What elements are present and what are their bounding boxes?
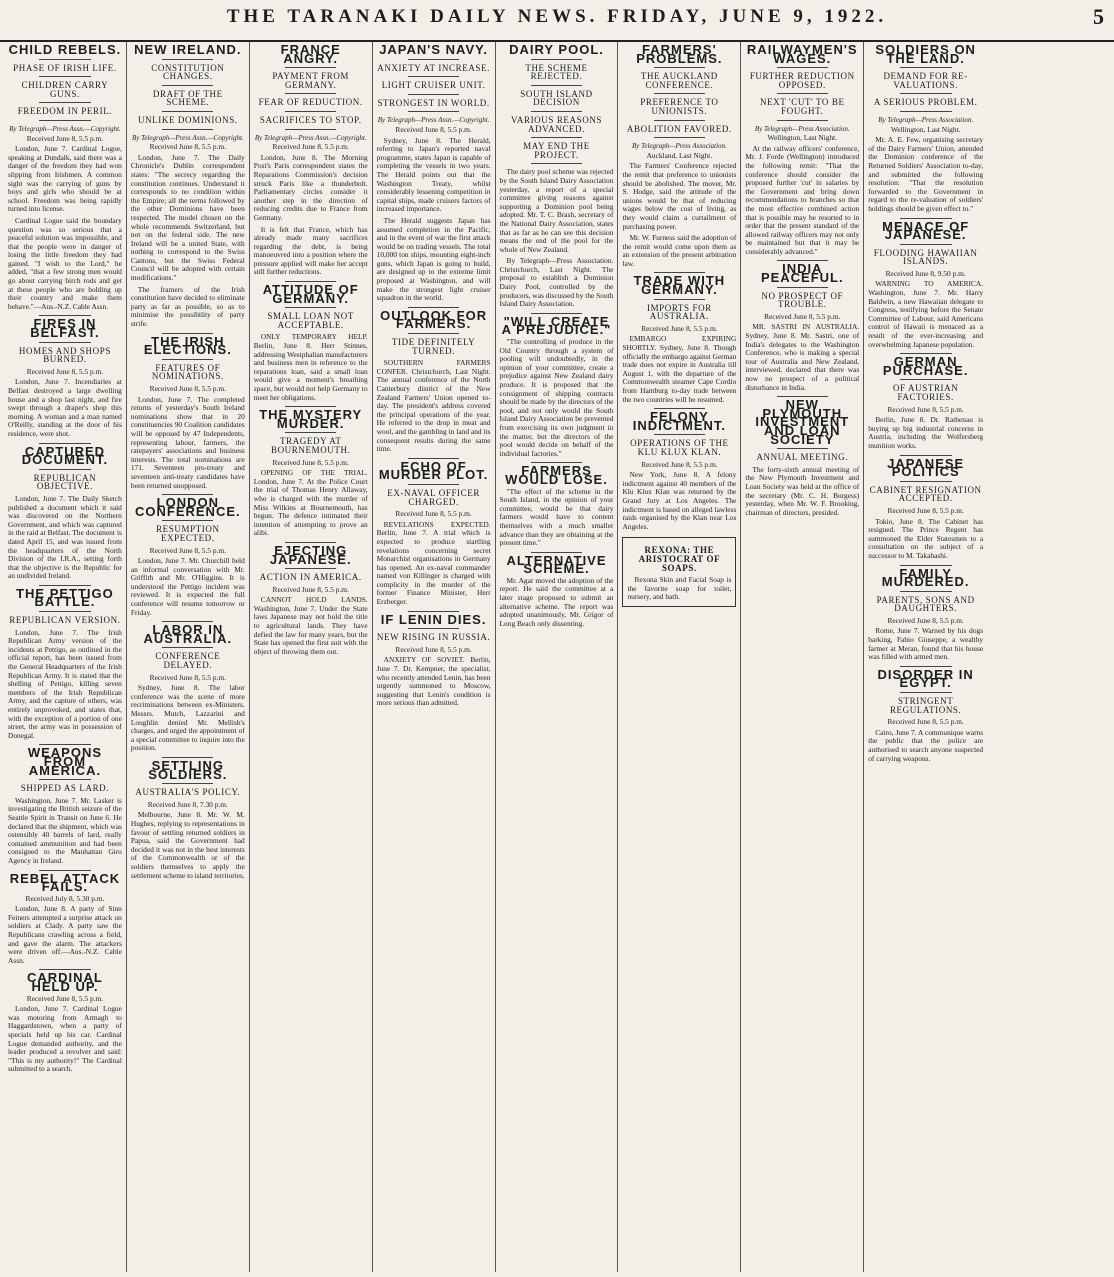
divider-rule — [285, 67, 336, 68]
dateline: Received June 8, 5.5 p.m. — [272, 584, 349, 594]
subheading: SOUTH ISLAND DECISION — [520, 88, 593, 108]
divider-rule — [900, 692, 952, 693]
section-heading: NEW PLYMOUTH INVESTMENT AND LOAN SOCIETY — [755, 397, 850, 447]
article-paragraph: CANNOT HOLD LANDS. Washington, June 7. Under the State laws Japanese may not hold the title to agricultural lands. They have defied the law for many years, but the State has opened the first suit with the object of throwing them out. — [253, 595, 368, 656]
dateline: Received June 8, 5.5 p.m. — [641, 323, 718, 333]
dateline: Received June 8, 5.5 p.m. — [272, 142, 349, 152]
column-5 — [496, 42, 619, 1272]
divider-rule — [162, 111, 213, 112]
article-paragraph: Cardinal Logue said the boundary question was so serious that a peaceful solution was impossible, and that the people were in danger of losing the little freedom they had gained. "I wish to the Lord," he added, "that a few strong men would go about carrying birch rods and get at these people who are holding up their country and make them behave."—Aus.-N.Z. Cable Assn. — [8, 215, 122, 311]
divider-rule — [654, 434, 705, 435]
dateline: Received June 8, 5.5 p.m. — [395, 509, 472, 519]
divider-rule — [654, 120, 705, 121]
section-heading: FELONY INDICTMENT. — [632, 409, 727, 433]
divider-rule — [777, 448, 828, 449]
section-heading: ATTITUDE OF GERMANY. — [262, 282, 359, 306]
article-paragraph: London, June 7. The completed returns of yesterday's South Ireland nominations show that in 20 constituencies 90 Coalition candidates will be opposed by 47 Independents, representing labour, farmers, the ratepayers' associations and business interests. The total nominations are 171. Seventeen pro-treaty and seventeen anti-treaty candidates have been returned unopposed. — [130, 394, 245, 490]
divider-rule — [39, 102, 90, 103]
advertisement-text: Rexona Skin and Facial Soap is the favorite soap for toilet, nursery, and bath. — [627, 575, 732, 602]
article-paragraph: REVELATIONS EXPECTED. Berlin, June 7. A trial which is expected to produce startling revelations concerning secret Monarchist organisations in Germany has opened. An ex-naval commander named von Killinger is charged with complicity in the murder of the former Finance Minister, Herr Erzberger. — [376, 519, 491, 607]
masthead — [0, 0, 1114, 42]
headline: FRANCE ANGRY. — [280, 42, 341, 66]
subheading: UNLIKE DOMINIONS. — [137, 114, 238, 125]
section-heading: JAPANESE POLITICS — [887, 455, 965, 480]
divider-rule — [531, 137, 582, 138]
divider-rule — [408, 628, 459, 629]
article-paragraph: London, June 8. A party of Sinn Feiners attempted a surprise attack on soldiers at Clady. A party saw the Republicans crawling across a field, and gave the alarm. The attackers were driven off.—Aus.-N.Z. Cable Assn. — [8, 904, 122, 965]
dateline: Received June 8, 7.30 p.m. — [147, 799, 228, 809]
subheading: NEXT 'CUT' TO BE FOUGHT. — [759, 97, 845, 116]
section-heading: ALTERNATIVE SCHEME. — [506, 552, 607, 577]
divider-rule — [285, 432, 336, 433]
divider-rule — [777, 93, 828, 94]
divider-rule — [39, 76, 90, 77]
section-heading: EJECTING JAPANESE. — [269, 542, 352, 567]
dateline: Received June 8, 5.5 p.m. — [887, 615, 964, 625]
divider-rule — [900, 67, 952, 68]
article-paragraph: London, June 7. The Daily Chronicle's Dublin correspondent states: "The secrecy regarding the constitution continues. Understand it corresponds to no condition within the Empire; all the terms followed by the other Dominions have been respected. The model chosen on the whole recommends Switzerland, but not on the federal side. The new Ireland will be a united State, with nothing to correspond to the Swiss Cantons, but the Swiss Federal Council will be adopted with certain modifications." — [130, 152, 245, 283]
dateline: Received June 8, 5.5 p.m. — [26, 993, 104, 1003]
byline: By Telegraph—Press Assn.—Copyright. — [254, 133, 367, 142]
dateline: Received June 8, 5.5 p.m. — [149, 142, 226, 152]
divider-rule — [900, 93, 952, 94]
byline: By Telegraph—Press Assn.—Copyright. — [377, 116, 490, 125]
article-paragraph: SOUTHERN FARMERS CONFER. Christchurch, Last Night. The annual conference of the North Canterbury district of the New Zealand Farmers' Union opened to-day. The president's address covered the principal operations of the year. He referred to the drop in meat and wool, and the gambling in land and its consequent results during the same time. — [376, 358, 491, 454]
article-paragraph: London, June 7. Cardinal Logue, speaking at Dundalk, said there was a danger of the freedom they had won slipping from Irishmen. A common sight was the carrying of guns by boys and girls who should be at school. Freedom was being rapidly turned into license. — [8, 144, 122, 214]
dateline: Wellington, Last Night. — [767, 133, 838, 143]
divider-rule — [531, 111, 582, 112]
section-subheading: HOMES AND SHOPS BURNED. — [18, 345, 111, 365]
divider-rule — [408, 76, 459, 77]
divider-rule — [408, 94, 459, 95]
section-heading: LONDON CONFERENCE. — [135, 495, 241, 519]
byline: By Telegraph—Press Association. — [878, 115, 974, 124]
article-paragraph: Washington, June 7. Mr. Lasker is investigating the British seizure of the Seattle Spirit in Transit on June 6. He declared that the shipment, which was ostensibly 40 barrels of lard, really contained ammunition and had been consigned to the Manhattan Giro Agency in Ireland. — [8, 795, 122, 865]
article-paragraph: Cairo, June 7. A communique warns the public that the police are authorised to search anyone suspected of carrying weapons. — [868, 727, 984, 763]
headline: NEW IRELAND. — [134, 42, 242, 57]
divider-rule — [408, 484, 459, 485]
article-paragraph: The dairy pool scheme was rejected by the South Island Dairy Association yesterday, a report of a special committee giving reasons against supporting a Dominion pool being adopted. Mr. T. C. Brash, secretary of the National Dairy Association, states that as far as he can see this decision means the end of the pool for the whole of New Zealand. — [499, 167, 614, 254]
section-subheading: NO PROSPECT OF TROUBLE. — [761, 290, 844, 310]
subheading: FEAR OF REDUCTION. — [258, 97, 363, 108]
section-heading: FIRES IN BELFAST. — [30, 316, 100, 341]
subheading: FREEDOM IN PERIL. — [17, 106, 113, 117]
dateline: Received June 8, 5.5 p.m. — [149, 545, 226, 555]
article-paragraph: Berlin, June 8. Dr. Rathenau is buying up big industrial concerns in Austria, including the Wolfersberg munition works. — [868, 415, 984, 450]
divider-rule — [408, 111, 459, 112]
section-subheading: ACTION IN AMERICA. — [259, 572, 362, 583]
headline: JAPAN'S NAVY. — [379, 42, 488, 57]
article-paragraph: It is felt that France, which has already made many sacrifices regarding the debt, is being manoeuvred into a position where the pressure applied will make her accept still further reductions. — [253, 224, 368, 277]
divider-rule — [654, 137, 705, 138]
divider-rule — [777, 287, 828, 288]
divider-rule — [162, 520, 213, 521]
article-paragraph: Mr. W. Furness said the adoption of the remit would come upon them as an extension of the present arbitration law. — [622, 233, 737, 268]
divider-rule — [162, 647, 213, 648]
divider-rule — [408, 59, 459, 60]
article-paragraph: London, June 7. The Irish Republican Army version of the incidents at Pettigo, as outlined in the official report, has been issued from the General Headquarters of the Irish Republican Army. It is stated that the shelling of Pettigo, killing seven members of the Irish Republican Army, and the capture of others, was entirely unprovoked, and states that, with the exception of a portion of one street, the army was in possession of Donegal. — [8, 627, 122, 740]
divider-rule — [777, 120, 828, 121]
divider-rule — [654, 67, 705, 68]
divider-rule — [531, 163, 582, 164]
section-heading: REBEL ATTACK FAILS. — [9, 870, 121, 895]
dateline: Received June 8, 5.5 p.m. — [26, 133, 104, 143]
column-6 — [618, 42, 741, 1272]
article-paragraph: Mr. A. E. Few, organising secretary of the Dairy Farmers' Union, attended the Dominion conference of the Returned Soldiers' Association to-day, and submitted the following resolution: "That the resolution forwarded to the Government in regard to the re-valuation of soldiers' holdings should be given effect to." — [868, 135, 984, 213]
section-heading: THE PETTIGO BATTLE. — [16, 585, 114, 610]
article-paragraph: Mr. Agar moved the adoption of the report. He said the committee at a later stage proposed to submit an alternative scheme. The report was adopted unanimously, Mr. Grigor of Long Beach only dissenting. — [499, 575, 614, 628]
dateline: Received June 8, 5.5 p.m. — [395, 644, 472, 654]
section-heading: CAPTURED DOCUMENT. — [21, 443, 109, 468]
article-paragraph: By Telegraph—Press Association. Christchurch, Last Night. The proposal to establish a Dominion Dairy Pool, controlled by the producers, was discussed by the South Island Dairy Association. — [499, 256, 614, 309]
subheading: FURTHER REDUCTION OPPOSED. — [749, 71, 855, 90]
byline: By Telegraph—Press Association. — [754, 124, 850, 133]
section-subheading: IMPORTS FOR AUSTRALIA. — [646, 302, 712, 322]
divider-rule — [777, 67, 828, 68]
byline: By Telegraph—Press Assn.—Copyright. — [131, 133, 244, 142]
dateline: Received June 8, 5.5 p.m. — [641, 459, 718, 469]
advertisement-box — [622, 537, 736, 607]
divider-rule — [900, 379, 952, 380]
divider-rule — [285, 111, 336, 112]
article-paragraph: At the railway officers' conference, Mr. J. Forde (Wellington) introduced the following remit: "That the conference should consider the proposed further 'cut' in salaries by the Government and bring down recommendations to branches so that the most effective combined action that is possible may be resorted to in order that the present standard of the allowed railway officers may not only be maintained but that it may be considerably advanced." — [745, 143, 860, 256]
subheading: THE AUCKLAND CONFERENCE. — [640, 71, 718, 90]
section-subheading: ANNUAL MEETING. — [756, 452, 849, 463]
newspaper-columns — [4, 42, 1110, 1272]
dateline: Received June 8, 5.5 p.m. — [887, 505, 964, 515]
article-paragraph: "The effect of the scheme in the South Island, in the opinion of your committee, would be that dairy farmers would have to content themselves with a much smaller advance than they are obtaining at the present time." — [499, 486, 614, 548]
section-heading: THE MYSTERY MURDER. — [259, 407, 363, 431]
article-paragraph: London, June 7. The Daily Sketch published a document which it said was discovered on the Northern Government, and which was captured in the raid at Belfast. The document is dated April 15, and was issued from the headquarters of the North Division of the I.R.A., setting forth that the objective is the Republic for an undivided Ireland. — [8, 493, 122, 581]
section-heading: DISORDER IN EGYPT. — [877, 666, 974, 691]
dateline: Received June 8, 5.5 p.m. — [395, 124, 472, 134]
dateline: Received June 8, 5.5 p.m. — [887, 404, 964, 414]
headline: RAILWAYMEN'S WAGES. — [746, 42, 858, 66]
column-4 — [373, 42, 496, 1272]
column-7 — [741, 42, 864, 1272]
section-subheading: TIDE DEFINITELY TURNED. — [391, 337, 476, 356]
divider-rule — [39, 611, 90, 612]
divider-rule — [408, 333, 459, 334]
article-paragraph: London, June 7. Incendiaries at Belfast destroyed a large dwelling house and a shop last night, and fire swept through a draper's shop this morning. A woman and a man named O'Reilly, standing at the door of his residence, were shot. — [8, 377, 122, 438]
subheading: CONSTITUTION CHANGES. — [151, 62, 225, 82]
column-8 — [864, 42, 987, 1272]
subheading: SACRIFICES TO STOP. — [259, 114, 362, 125]
divider-rule — [162, 85, 213, 86]
article-paragraph: OPENING OF THE TRIAL. London, June 7. At the Police Court the trial of Thomas Henry Allaway, who is charged with the murder of Miss Wilkins at Bournemouth, has begun. The defence intimated their intention of attempting to prove an alibi. — [253, 468, 368, 538]
article-paragraph: The framers of the Irish constitution have decided to eliminate party as far as possible, so as to minimise the possibility of party strife. — [130, 284, 245, 329]
subheading: ANXIETY AT INCREASE. — [377, 62, 490, 73]
subheading: CHILDREN CARRY GUNS. — [21, 80, 109, 99]
article-paragraph: Sydney, June 8. The labor conference was the scene of more recriminations between ex-Ministers. Messrs. Mutch, Lazzarini and Loughlin denied Mr. Mellish's charges, and urged the appointment of a special committee to inquire into the position. — [130, 683, 245, 753]
subheading: A SERIOUS PROBLEM. — [873, 97, 978, 108]
headline: CHILD REBELS. — [8, 42, 122, 57]
dateline: Received June 8, 5.5 p.m. — [149, 672, 226, 682]
article-paragraph: "The controlling of produce in the Old Country through a system of pooling will undoubtedly, in the opinion of your committee, create a prejudice against New Zealand dairy produce. It is proposed that the consignment of shipping contracts should be made by the directors of the pool, and not only would the South Island Dairy Association be prevented from exercising its own judgment in the matter, but the directors of the pool would decide on behalf of the individual factories." — [499, 337, 614, 458]
article-paragraph: The Farmers' Conference rejected the remit that preference to unionists should be abolished. The mover, Mr. S. Hodge, said the attitude of the unions would be that of reducing wages below the cost of living, as they would claim a curtailment of purchasing power. — [622, 161, 737, 231]
byline: By Telegraph—Press Assn.—Copyright. — [9, 124, 121, 133]
subheading: LIGHT CRUISER UNIT. — [381, 80, 486, 91]
section-subheading: RESUMPTION EXPECTED. — [156, 524, 220, 543]
divider-rule — [39, 469, 90, 470]
divider-rule — [285, 129, 336, 130]
section-subheading: OF AUSTRIAN FACTORIES. — [892, 383, 959, 402]
divider-rule — [531, 59, 582, 60]
divider-rule — [285, 307, 336, 308]
section-heading: INDIA PEACEFUL. — [760, 261, 844, 286]
section-heading: ECHO OF MURDER PLOT. — [378, 458, 489, 483]
article-paragraph: Tokio, June 8. The Cabinet has resigned. The Prince Regent has summoned the Elder Statesmen to a consultation on the subject of a successor to M. Takahashi. — [868, 516, 984, 560]
section-subheading: OPERATIONS OF THE KLU KLUX KLAN. — [630, 438, 729, 457]
article-paragraph: ONLY TEMPORARY HELP. Berlin, June 8. Herr Stinnes, addressing Westphalian manufacturers and business men in reference to the reparations loan, said a small loan would give a moment's breathing space, but would not help Germany to meet her obligations. — [253, 332, 368, 402]
divider-rule — [39, 779, 90, 780]
section-subheading: NEW RISING IN RUSSIA. — [376, 632, 491, 643]
article-paragraph: MR. SASTRI IN AUSTRALIA. Sydney, June 8. Mr. Sastri, one of India's delegates to the Washington Conference, who is making a special tour of Australia and New Zealand, interviewed, declared that there was now no prospect of a political disturbance in India. — [745, 322, 860, 392]
article-paragraph: The Herald suggests Japan has assumed completion in the Pacific, and in the event of war the first attack would be on trading vessels. The total 10,000 ton ships, mounting eight-inch guns, which Japan is going to build, are designed up to the extreme limit proposed at Washington, and will make the strongest light cruiser squadron in the world. — [376, 215, 491, 303]
dateline: Wellington, Last Night. — [890, 124, 961, 134]
subheading: VARIOUS REASONS ADVANCED. — [510, 114, 603, 134]
divider-rule — [39, 120, 90, 121]
divider-rule — [39, 342, 90, 343]
divider-rule — [654, 93, 705, 94]
section-subheading: CONFERENCE DELAYED. — [155, 651, 221, 671]
dateline: Received June 8, 5.5 p.m. — [887, 717, 964, 727]
headline: FARMERS' PROBLEMS. — [636, 42, 723, 66]
divider-rule — [654, 299, 705, 300]
section-heading: TRADE WITH GERMANY. — [633, 273, 726, 298]
subheading: PHASE OF IRISH LIFE. — [13, 62, 117, 73]
article-paragraph: New York, June 8. A felony indictment against 40 members of the Klu Klux Klan was returned by the Grand Jury at Los Angeles. The indictment is based on alleged lawless raids organised by the Klan near Los Angeles. — [622, 470, 737, 531]
article-paragraph: London, June 7. Mr. Churchill held an informal conversation with Mr. Griffith and Mr. O'Higgins. It is understood the Pettigo incident was reviewed. It is expected the full conference will resume tomorrow or Friday. — [130, 556, 245, 617]
subheading: MAY END THE PROJECT. — [523, 141, 590, 160]
subheading: PAYMENT FROM GERMANY. — [272, 71, 350, 90]
article-paragraph: Rome, June 7. Warned by his dogs barking, Fabio Giuseppe, a wealthy farmer at Meran, found that his house was filled with armed men. — [868, 626, 984, 662]
page-number: 5 — [1093, 4, 1104, 29]
section-heading: "WILL CREATE A PREJUDICE." — [501, 313, 612, 338]
headline: SOLDIERS ON THE LAND. — [875, 42, 976, 66]
divider-rule — [900, 111, 952, 112]
subheading: THE SCHEME REJECTED. — [525, 62, 588, 82]
headline: DAIRY POOL. — [509, 42, 604, 57]
article-paragraph: London, June 7. Cardinal Logue was motoring from Armagh to Haggardstown, when a party of specials held up his car. Cardinal Logue demanded authority, and the leader produced a revolver and said: "This is my authority!" The Cardinal submitted to a search. — [8, 1004, 122, 1074]
section-subheading: SMALL LOAN NOT ACCEPTABLE. — [267, 311, 354, 330]
divider-rule — [531, 85, 582, 86]
section-heading: CARDINAL HELD UP. — [26, 970, 103, 995]
divider-rule — [900, 481, 952, 482]
section-heading: WEAPONS FROM AMERICA. — [27, 745, 103, 778]
article-paragraph: The forty-sixth annual meeting of the New Plymouth Investment and Loan Society was held at the office of the secretary (Mr. C. H. Burgess) yesterday, when Mr. W. F. Brooking, chairman of directors, presided. — [745, 464, 860, 517]
column-2 — [127, 42, 250, 1272]
article-paragraph: EMBARGO EXPIRING SHORTLY. Sydney, June 8. Though officially the embargo against German trade does not expire in Australia till August 1, with the departure of the Commonwealth steamer Cape Cordio from Hamburg to-day trade between the two countries will be resumed. — [622, 334, 737, 404]
section-subheading: REPUBLICAN VERSION. — [9, 615, 121, 626]
divider-rule — [162, 129, 213, 130]
divider-rule — [285, 93, 336, 94]
section-subheading: REPUBLICAN OBJECTIVE. — [33, 472, 97, 492]
section-subheading: TRAGEDY AT BOURNEMOUTH. — [270, 436, 351, 455]
section-heading: MENACE OF JAPANESE. — [882, 218, 970, 243]
divider-rule — [900, 591, 952, 592]
subheading: ABOLITION FAVORED. — [626, 123, 732, 134]
article-paragraph: Sydney, June 8. The Herald, referring to Japan's reported naval programme, states Japan is capable of completing the vessels in two years. The Herald points out that the Washington Treaty, whilst considerably lessening competition in capital ships, made cruisers factors of increased importance. — [376, 135, 491, 214]
dateline: Received June 8, 5.5 p.m. — [272, 457, 349, 467]
divider-rule — [162, 783, 213, 784]
section-heading: OUTLOOK FOR FARMERS. — [380, 307, 488, 332]
article-paragraph: ANXIETY OF SOVIET. Berlin, June 7. Dr. Kempner, the specialist, who recently attended Lenin, has been urgently summoned to Moscow, suggesting that Lenin's condition is more serious than admitted. — [376, 655, 491, 708]
subheading: PREFERENCE TO UNIONISTS. — [640, 97, 719, 116]
dateline: Received June 8, 5.5 p.m. — [764, 311, 841, 321]
article-paragraph: Melbourne, June 8. Mr. W. M. Hughes, replying to representations in favour of settling returned soldiers in Papua, said the Government had decided it was not in the best interests of the Commonwealth or of the soldiers themselves to apply the settlement scheme to island territories. — [130, 810, 245, 880]
dateline: Received July 8, 5.30 p.m. — [25, 893, 105, 903]
section-heading: LABOR IN AUSTRALIA. — [143, 622, 233, 646]
column-3 — [250, 42, 373, 1272]
dateline: Auckland, Last Night. — [646, 150, 713, 160]
column-1 — [4, 42, 127, 1272]
byline: By Telegraph—Press Association. — [631, 142, 727, 151]
section-subheading: AUSTRALIA'S POLICY. — [135, 787, 241, 798]
subheading: DEMAND FOR RE-VALUATIONS. — [883, 71, 968, 90]
section-heading: FAMILY MURDERED. — [881, 565, 970, 590]
dateline: Received June 8, 5.5 p.m. — [149, 384, 226, 393]
section-subheading: PARENTS, SONS AND DAUGHTERS. — [876, 594, 975, 614]
section-subheading: SHIPPED AS LARD. — [20, 783, 110, 794]
section-heading: THE IRISH ELECTIONS. — [143, 333, 232, 358]
section-subheading: FLOODING HAWAIIAN ISLANDS. — [873, 247, 978, 267]
subheading: DRAFT OF THE SCHEME. — [152, 88, 223, 108]
divider-rule — [39, 59, 90, 60]
subheading: STRONGEST IN WORLD. — [377, 97, 490, 108]
divider-rule — [900, 244, 952, 245]
dateline: Received June 8, 9.50 p.m. — [885, 268, 966, 278]
section-subheading: EX-NAVAL OFFICER CHARGED. — [387, 487, 480, 507]
divider-rule — [285, 568, 336, 569]
newspaper-title: THE TARANAKI DAILY NEWS. FRIDAY, JUNE 9, 1922. — [226, 6, 888, 27]
section-heading: IF LENIN DIES. — [380, 611, 487, 627]
article-paragraph: London, June 8. The Morning Post's Paris correspondent states the Reparations Commission's decision struck Paris like a thunderbolt. Parliamentary circles consider it another step in the direction of reducing credits due to France from Germany. — [253, 152, 368, 222]
advertisement-heading: REXONA: THE ARISTOCRAT OF SOAPS. — [638, 545, 721, 573]
section-heading: GERMAN PURCHASE. — [882, 354, 969, 378]
section-heading: FARMERS WOULD LOSE. — [505, 463, 608, 487]
section-subheading: CABINET RESIGNATION ACCEPTED. — [869, 484, 982, 504]
section-subheading: FEATURES OF NOMINATIONS. — [151, 362, 224, 382]
section-subheading: STRINGENT REGULATIONS. — [889, 696, 962, 715]
article-paragraph: WARNING TO AMERICA. Washington, June 7. Mr. Harry Baldwin, a new Hawaiian delegate to Congress, testifying before the Senate Committee of Labour, said Americans control of Hawaii is menaced as a result of the ever-increasing and overwhelming Japanese population. — [868, 279, 984, 349]
divider-rule — [162, 359, 213, 360]
section-heading: SETTLING SOLDIERS. — [148, 757, 228, 782]
dateline: Received June 8, 5.5 p.m. — [26, 366, 104, 376]
divider-rule — [162, 59, 213, 60]
